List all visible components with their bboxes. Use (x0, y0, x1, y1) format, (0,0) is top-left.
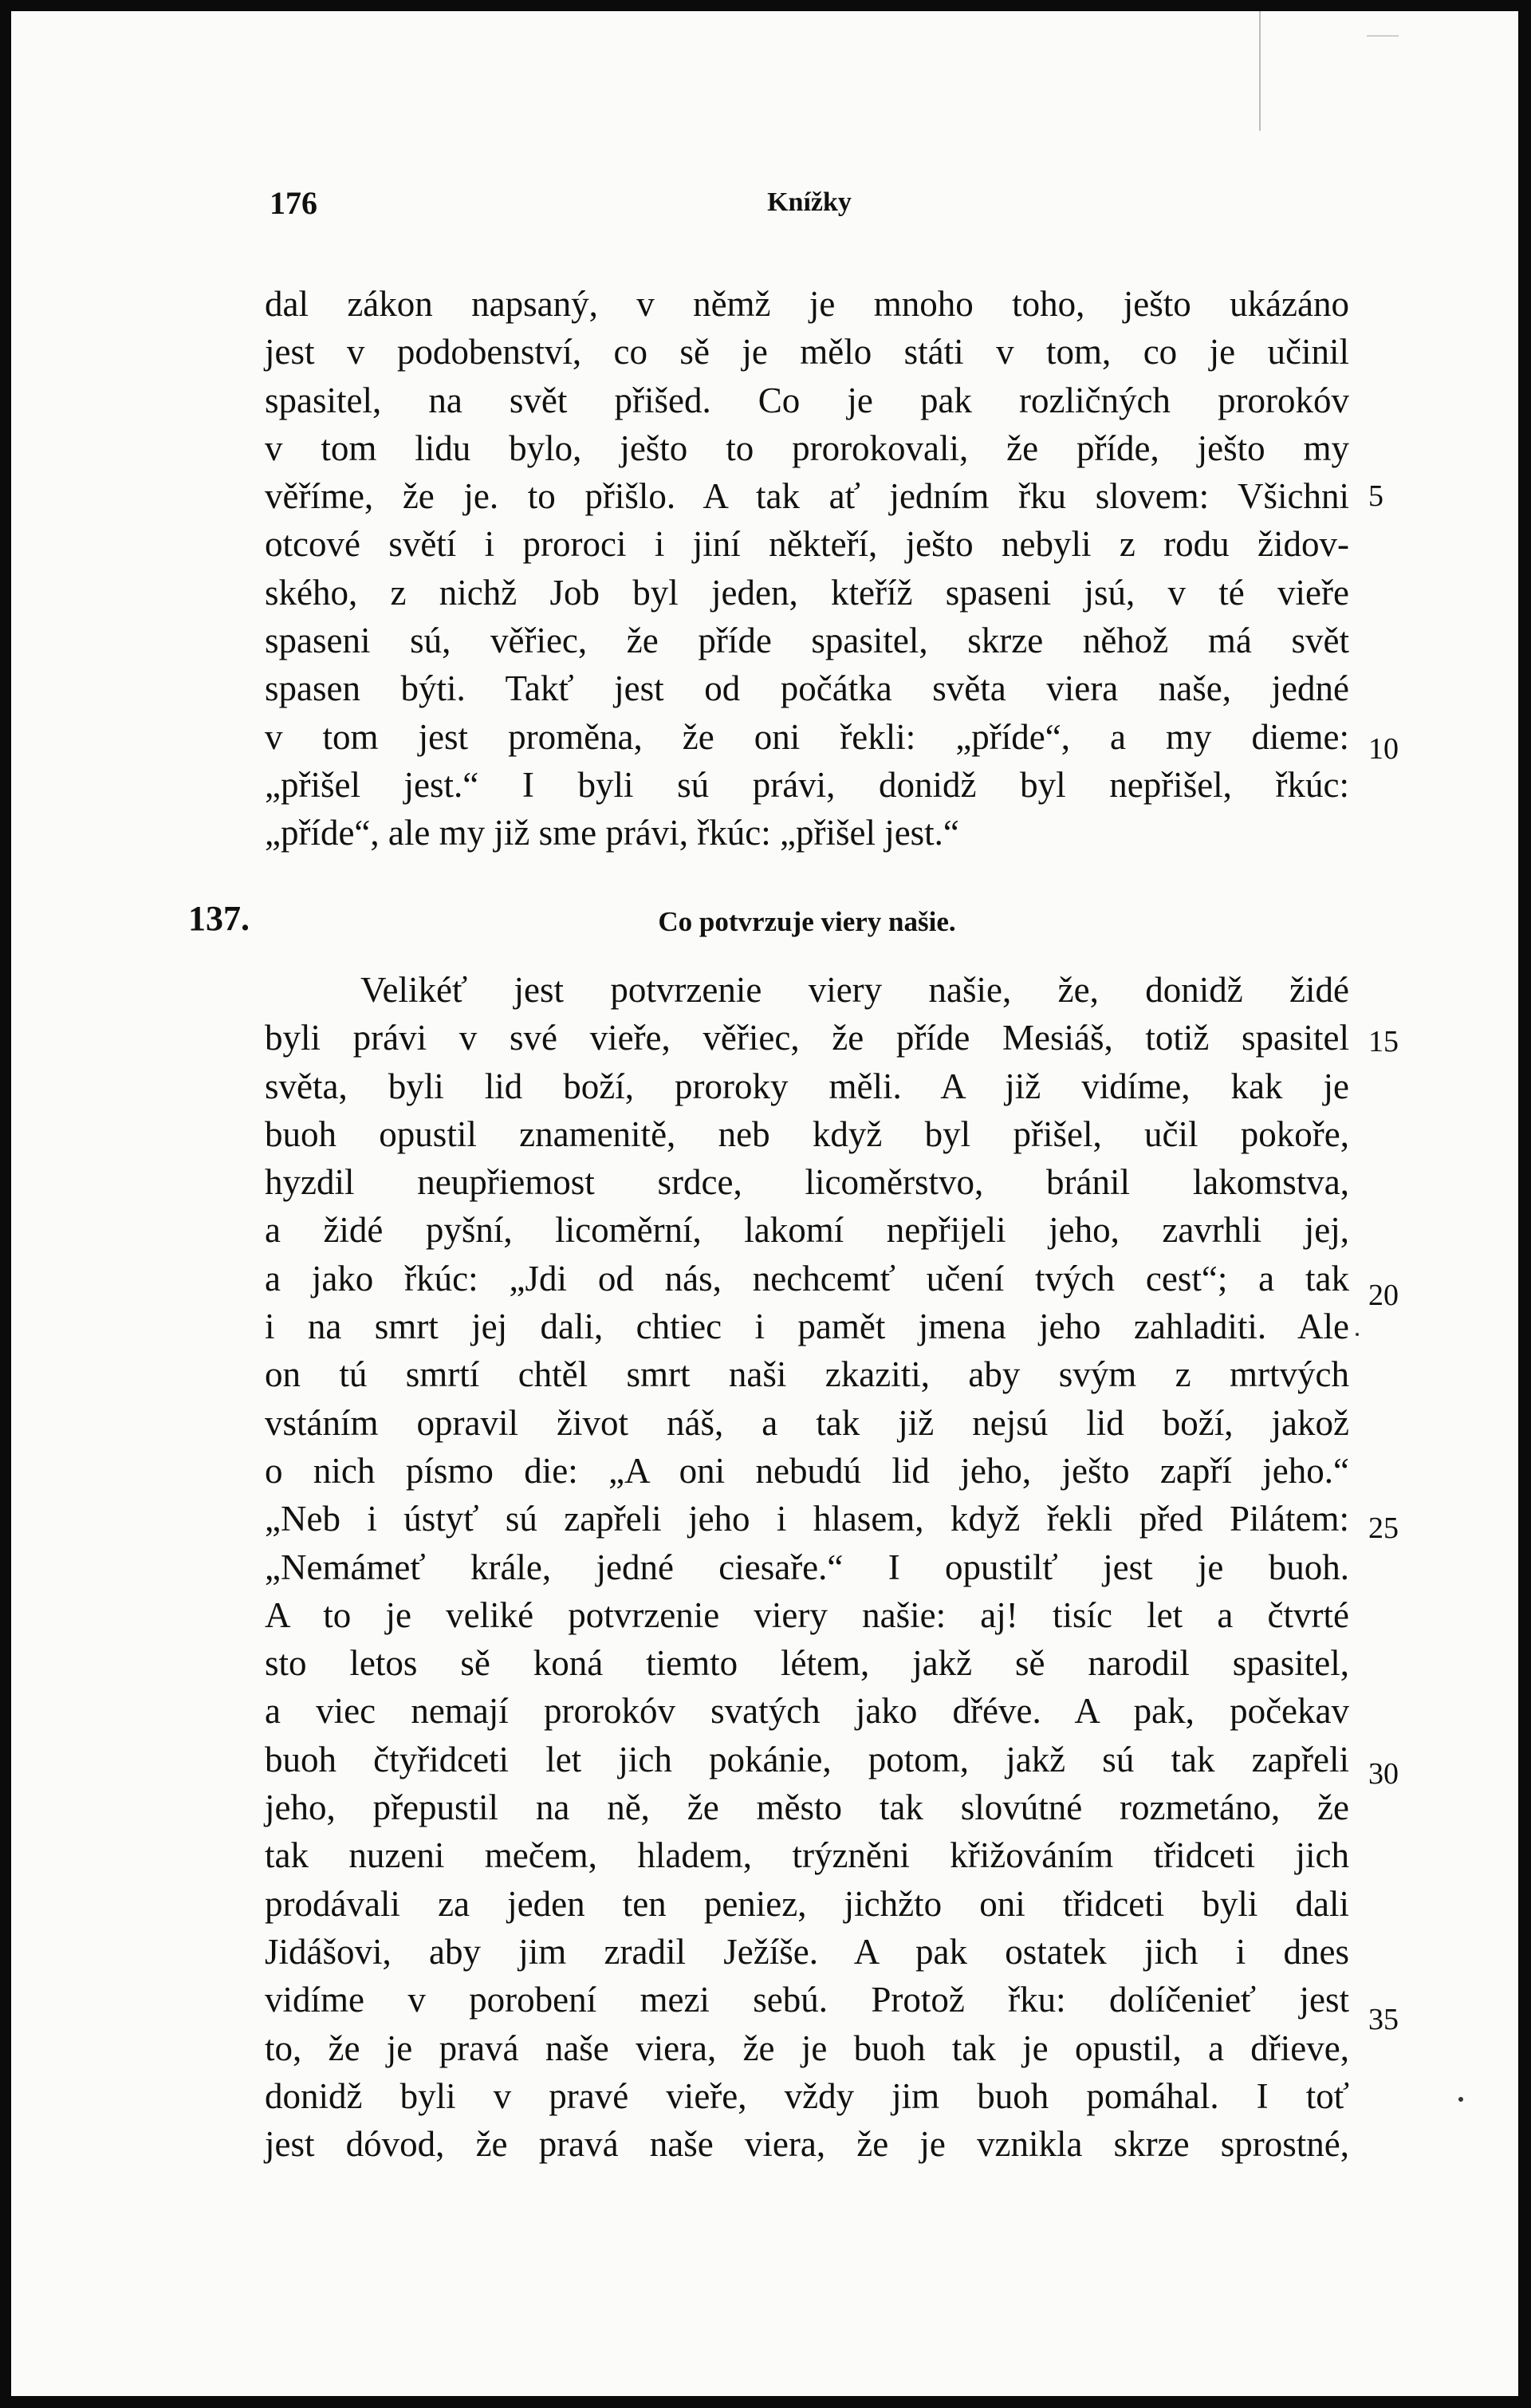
margin-line-number: 25 (1368, 1511, 1399, 1545)
ink-speck (1356, 1333, 1359, 1336)
margin-line-number: 35 (1368, 2003, 1399, 2036)
text-line: ského, z nichž Job byl jeden, kteříž spaseni jsú, v té vieře (265, 572, 1349, 613)
section-heading: Co potvrzuje viery našie. (658, 906, 956, 937)
text-line: „Nemámeť krále, jedné ciesaře.“ I opustilť jest je buoh. (265, 1547, 1349, 1587)
margin-line-number: 5 (1368, 479, 1383, 513)
text-line: to, že je pravá naše viera, že je buoh tak je opustil, a dřieve, (265, 2028, 1349, 2068)
text-line: spaseni sú, věřiec, že příde spasitel, skrze něhož má svět (265, 621, 1349, 661)
scan-edge-mark (1259, 11, 1261, 131)
text-line: a jako řkúc: „Jdi od nás, nechcemť učení tvých cest“; a tak (265, 1258, 1349, 1299)
margin-line-number: 10 (1368, 732, 1399, 766)
text-line: buoh opustil znamenitě, neb když byl přišel, učil pokoře, (265, 1113, 1349, 1154)
text-line: vidíme v porobení mezi sebú. Protož řku: dolíčenieť jest (265, 1980, 1349, 2020)
book-page (11, 11, 1518, 2396)
text-line: donidž byli v pravé vieře, vždy jim buoh pomáhal. I toť (265, 2075, 1349, 2116)
ink-speck (1458, 2097, 1463, 2102)
text-line: sto letos sě koná tiemto létem, jakž sě narodil spasitel, (265, 1643, 1349, 1684)
text-line: vstáním opravil život náš, a tak již nejsú lid boží, jakož (265, 1402, 1349, 1443)
text-line: a viec nemají prorokóv svatých jako dřéve. A pak, počekav (265, 1691, 1349, 1732)
text-line: věříme, že je. to přišlo. A tak ať jedním řku slovem: Všichni (265, 476, 1349, 517)
text-line: A to je veliké potvrzenie viery našie: aj! tisíc let a čtvrté (265, 1594, 1349, 1635)
text-line: o nich písmo die: „A oni nebudú lid jeho, ješto zapří jeho.“ (265, 1450, 1349, 1491)
paragraph-2 (265, 966, 1349, 2168)
text-line: byli právi v své vieře, věřiec, že příde Mesiáš, totiž spasitel (265, 1018, 1349, 1058)
text-line: buoh čtyřidceti let jich pokánie, potom, jakž sú tak zapřeli (265, 1739, 1349, 1779)
text-line: hyzdil neupřiemost srdce, licoměrstvo, bránil lakomstva, (265, 1162, 1349, 1203)
text-line: otcové světí i proroci i jiní někteří, ješto nebyli z rodu židov- (265, 524, 1349, 565)
text-line: v tom lidu bylo, ješto to prorokovali, že příde, ješto my (265, 428, 1349, 468)
text-line: on tú smrtí chtěl smrt naši zkaziti, aby svým z mrtvých (265, 1354, 1349, 1395)
running-title: Knížky (767, 187, 852, 217)
text-line: „příde“, ale my již sme právi, řkúc: „přišel jest.“ (265, 813, 959, 853)
scan-edge-mark (1367, 35, 1399, 37)
text-line: v tom jest proměna, že oni řekli: „příde“, a my dieme: (265, 716, 1349, 757)
text-line: a židé pyšní, licoměrní, lakomí nepřijeli jeho, zavrhli jej, (265, 1210, 1349, 1251)
text-line: Jidášovi, aby jim zradil Ježíše. A pak ostatek jich i dnes (265, 1931, 1349, 1972)
page-header (260, 175, 1359, 231)
margin-line-number: 15 (1368, 1025, 1399, 1058)
text-line: prodávali za jeden ten peniez, jichžto oni třidceti byli dali (265, 1883, 1349, 1924)
text-line: jeho, přepustil na ně, že město tak slovútné rozmetáno, že (265, 1787, 1349, 1828)
margin-line-number: 20 (1368, 1279, 1399, 1312)
text-line: dal zákon napsaný, v němž je mnoho toho, ješto ukázáno (265, 284, 1349, 324)
text-line: světa, byli lid boží, proroky měli. A již vidíme, kak je (265, 1066, 1349, 1106)
paragraph-1 (265, 280, 1349, 857)
text-line: spasen býti. Takť jest od počátka světa viera naše, jedné (265, 668, 1349, 709)
text-line: „Neb i ústyť sú zapřeli jeho i hlasem, když řekli před Pilátem: (265, 1499, 1349, 1539)
section-number: 137. (188, 899, 250, 938)
text-line: jest v podobenství, co sě je mělo státi v tom, co je učinil (265, 332, 1349, 372)
text-line: tak nuzeni mečem, hladem, trýzněni křižováním třidceti jich (265, 1835, 1349, 1876)
text-line: „přišel jest.“ I byli sú právi, donidž byl nepřišel, řkúc: (265, 764, 1349, 805)
text-line: jest dóvod, že pravá naše viera, že je vznikla skrze sprostné, (265, 2124, 1349, 2165)
margin-line-number: 30 (1368, 1757, 1399, 1791)
text-line: i na smrt jej dali, chtiec i pamět jmena jeho zahladiti. Ale (265, 1306, 1349, 1347)
text-line: spasitel, na svět přišed. Co je pak rozličných prorokóv (265, 380, 1349, 420)
text-line: Velikéť jest potvrzenie viery našie, že, donidž židé (360, 970, 1349, 1010)
page-number: 176 (270, 185, 317, 221)
